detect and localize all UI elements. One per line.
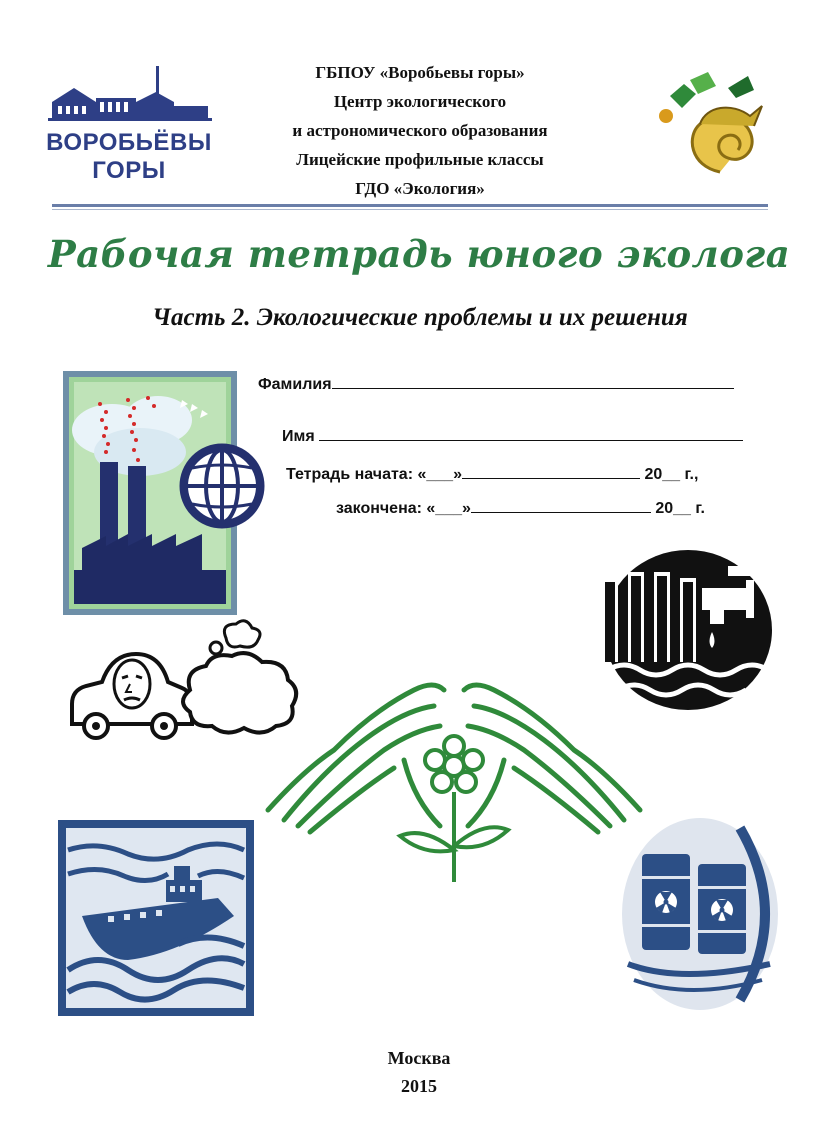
surname-label: Фамилия [258,376,332,393]
header-line-4: Лицейские профильные классы [296,150,544,169]
started-month-line[interactable] [462,464,640,479]
finished-field[interactable] [336,498,705,518]
footer-city: Москва [387,1048,451,1068]
started-year: 20__ г., [644,466,699,483]
header-divider-thin [52,209,768,210]
header-line-1: ГБПОУ «Воробьевы горы» [315,63,525,82]
header-divider [52,204,768,207]
footer [0,1044,838,1100]
page-subtitle: Часть 2. Экологические проблемы и их решения [152,304,688,331]
finished-year: 20__ г. [655,500,705,517]
surname-field[interactable] [258,374,734,394]
name-line[interactable] [319,426,743,441]
shell-logo-icon [650,66,780,178]
factory-globe-icon [62,370,272,620]
organization-logo [44,62,216,182]
surname-line[interactable] [332,374,734,389]
header-block [240,58,600,203]
finished-day: «___» [426,500,471,517]
name-label: Имя [282,428,315,445]
header-line-3: и астрономического образования [292,121,548,140]
footer-year: 2015 [401,1076,437,1096]
header-line-5: ГДО «Экология» [355,179,485,198]
building-silhouette-icon [44,62,216,122]
radioactive-barrels-icon [620,814,780,1014]
started-label: Тетрадь начата: [286,466,414,483]
name-field[interactable] [282,426,743,446]
ship-sea-icon [58,820,254,1016]
logo-line-1: ВОРОБЬЁВЫ [46,129,212,156]
page-title: Рабочая тетрадь юного эколога [47,232,791,276]
started-field[interactable] [286,464,698,484]
started-day: «___» [417,466,462,483]
hands-flower-icon [264,650,644,890]
header-line-2: Центр экологического [333,92,507,111]
finished-label: закончена: [336,500,422,517]
finished-month-line[interactable] [471,498,651,513]
logo-line-2: ГОРЫ [92,157,166,184]
